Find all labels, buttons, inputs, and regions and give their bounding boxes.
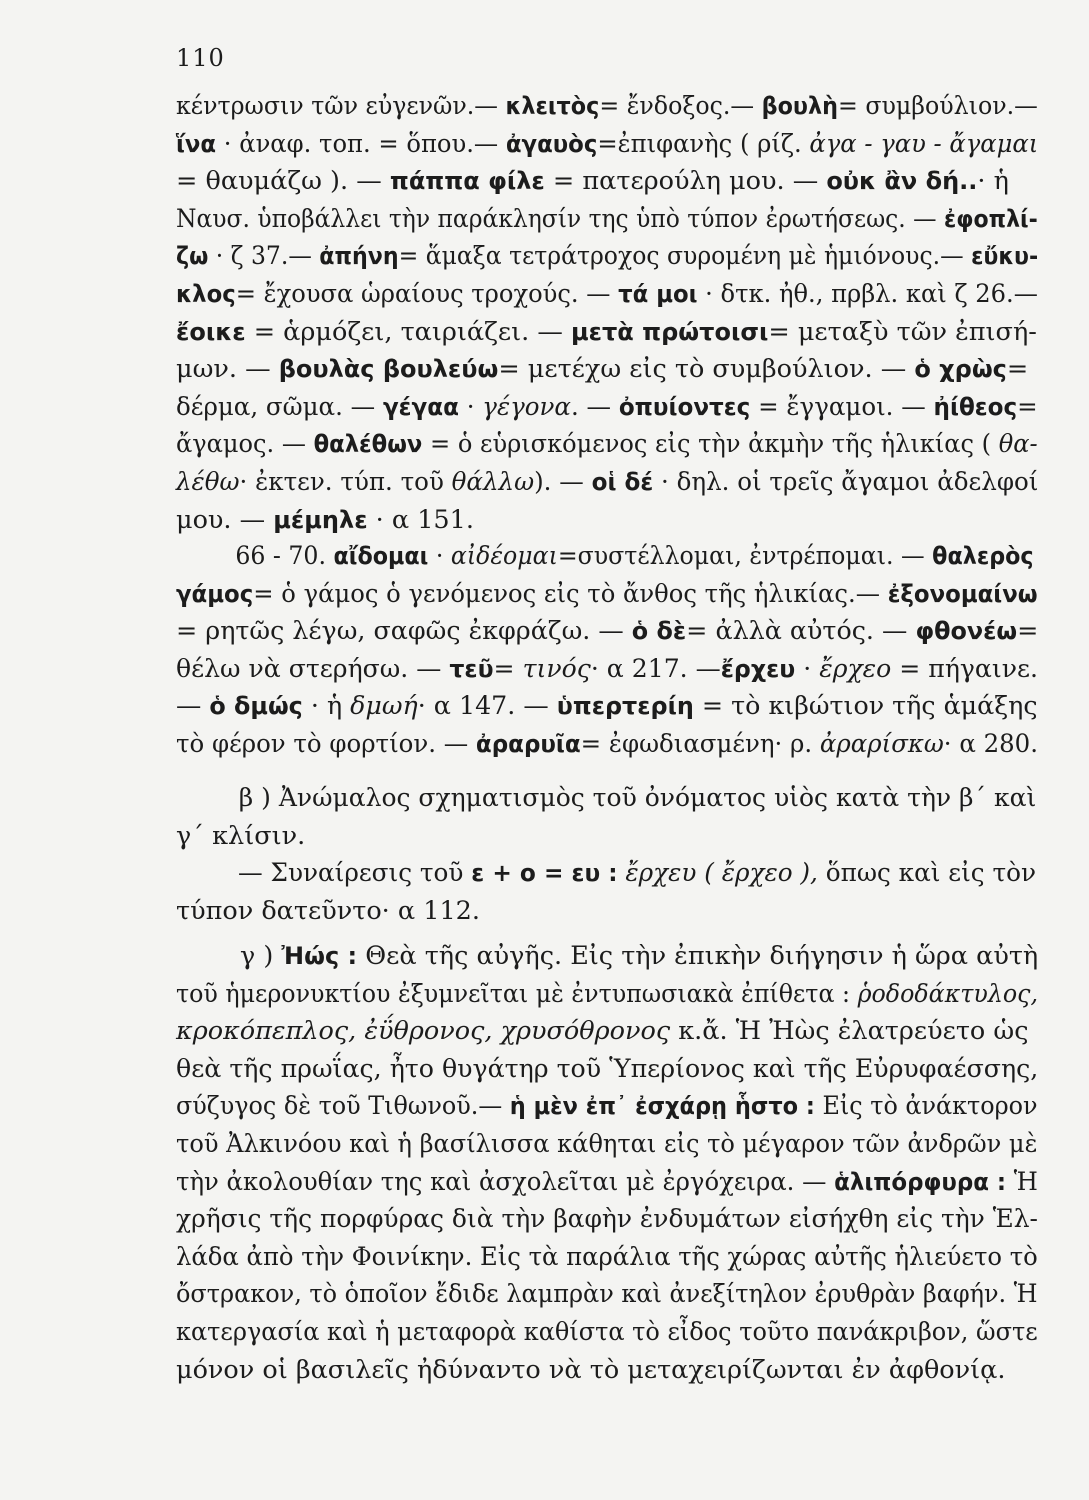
text-run: =ἐπιφανὴς ( ρίζ. bbox=[597, 128, 810, 159]
headword: ζω bbox=[176, 242, 209, 271]
text-run: ὅπως καὶ εἰς τὸν bbox=[817, 858, 1036, 889]
italic-text: ῥοδοδάκτυλος, bbox=[857, 978, 1039, 1009]
text-line bbox=[176, 1201, 1038, 1239]
text-run: · δτκ. ἠθ., πρβλ. καὶ ζ 26.— bbox=[697, 278, 1038, 309]
text-line bbox=[176, 780, 1037, 818]
text-run: = μετέχω εἰς τὸ συμβούλιον. — bbox=[498, 354, 915, 385]
text-run: τὸ φέρον τὸ φορτίον. — bbox=[176, 728, 476, 759]
text-line bbox=[176, 976, 1039, 1014]
italic-text: λέθω bbox=[176, 466, 240, 497]
paragraph-note-gamma bbox=[176, 938, 1038, 1389]
text-run: · bbox=[428, 541, 451, 571]
text-run: τύπον δατεῦντο· α 112. bbox=[176, 895, 480, 926]
text-run: = συμβούλιον.— bbox=[837, 91, 1038, 121]
headword: γέγαα bbox=[382, 392, 459, 421]
headword: ἔρχευ bbox=[720, 654, 796, 683]
headword: ἔοικε bbox=[176, 317, 246, 346]
text-line bbox=[176, 1276, 1038, 1314]
text-run: = bbox=[1006, 354, 1029, 385]
text-line bbox=[176, 651, 1038, 689]
text-run: = ὁ εὑρισκόμενος εἰς τὴν ἀκμὴν τῆς ἡλικίας ( bbox=[422, 429, 999, 460]
paragraph-glossary-1 bbox=[176, 88, 1038, 539]
text-run: Ναυσ. ὑποβάλλει τὴν παράκλησίν της ὑπὸ τύπον ἐρωτήσεως. — bbox=[176, 203, 945, 234]
text-run: μων. — bbox=[176, 354, 279, 385]
text-run: = ἔγγαμοι. — bbox=[750, 391, 934, 422]
text-line bbox=[176, 1164, 1038, 1202]
text-line bbox=[176, 1013, 1038, 1051]
italic-text: ἔρχευ ( ἔρχεο ), bbox=[625, 858, 818, 889]
text-run: θεὰ τῆς πρωΐας, ἦτο θυγάτηρ τοῦ Ὑπερίονος καὶ τῆς Εὐρυφαέσσης, bbox=[176, 1053, 1039, 1084]
headword: ἀπήνη bbox=[319, 242, 399, 271]
headword: εὔκυ- bbox=[971, 242, 1039, 271]
text-line bbox=[176, 238, 1039, 276]
italic-text: ἀραρίσκω bbox=[819, 728, 944, 759]
text-line bbox=[176, 818, 1038, 856]
text-run: = bbox=[1017, 391, 1038, 422]
headword: ἐφοπλί- bbox=[944, 204, 1038, 233]
text-run: δέρμα, σῶμα. — bbox=[176, 391, 383, 422]
italic-text: ἔρχεο bbox=[819, 653, 892, 684]
headword: ἵνα bbox=[176, 129, 217, 158]
italic-text: γέγονα bbox=[482, 391, 571, 422]
headword: οἱ δέ bbox=[591, 467, 654, 496]
text-run: = ἔχουσα ὡραίους τροχούς. — bbox=[235, 278, 619, 309]
text-run: τὴν ἀκολουθίαν της καὶ ἀσχολεῖται μὲ ἐργόχειρα. — bbox=[176, 1166, 835, 1197]
headword: ἠίθεος bbox=[933, 392, 1018, 421]
headword: ὁ δὲ bbox=[631, 617, 687, 646]
headword: βουλὴ bbox=[761, 92, 838, 120]
text-run: σύζυγος δὲ τοῦ Τιθωνοῦ.— bbox=[176, 1091, 510, 1122]
text-run: = ἁρμόζει, ταιριάζει. — bbox=[245, 316, 571, 347]
text-run: =συστέλλομαι, ἐντρέπομαι. — bbox=[557, 541, 933, 571]
headword: θαλέθων bbox=[313, 430, 423, 459]
text-run: κατεργασία καὶ ἡ μεταφορὰ καθίστα τὸ εἶδος τοῦτο πανάκριβον, ὥστε bbox=[176, 1316, 1038, 1347]
text-run: · ἐκτεν. τύπ. τοῦ bbox=[239, 466, 452, 497]
text-line bbox=[176, 938, 1038, 976]
headword: ὁ χρὼς bbox=[914, 355, 1007, 384]
text-run: χρῆσις τῆς πορφύρας διὰ τὴν βαφὴν ἐνδυμάτων εἰσήχθη εἰς τὴν Ἑλ- bbox=[176, 1204, 1038, 1235]
italic-text: ἀγα - γαυ - ἄγαμαι bbox=[809, 128, 1039, 159]
text-line bbox=[176, 1239, 1038, 1277]
headword: φθονέω bbox=[915, 617, 1018, 646]
text-run: τοῦ Ἀλκινόου καὶ ἡ βασίλισσα κάθηται εἰς τὸ μέγαρον τῶν ἀνδρῶν μὲ bbox=[176, 1128, 1038, 1159]
text-line bbox=[176, 1352, 1038, 1390]
text-line bbox=[176, 351, 1038, 389]
text-line bbox=[176, 389, 1038, 427]
text-line bbox=[176, 464, 1039, 502]
text-run: 66 - 70. bbox=[235, 541, 334, 571]
text-run: = bbox=[493, 653, 523, 684]
headword: θαλερὸς bbox=[932, 542, 1034, 570]
headword: ἁλιπόρφυρα : bbox=[834, 1167, 1007, 1196]
text-run: · α 280. bbox=[943, 728, 1038, 759]
text-line bbox=[176, 726, 1038, 764]
text-run: · ζ 37.— bbox=[208, 241, 320, 272]
text-run: Εἰς τὸ ἀνάκτορον bbox=[814, 1091, 1038, 1122]
text-run: θέλω νὰ στερήσω. — bbox=[176, 653, 450, 684]
text-run: = μεταξὺ τῶν ἐπισή- bbox=[768, 316, 1037, 347]
text-run: · bbox=[458, 391, 483, 422]
headword: τά μοι bbox=[618, 279, 698, 308]
text-run: · α 147. — bbox=[417, 691, 557, 722]
text-run: · ἡ bbox=[977, 166, 1009, 197]
headword: πάππα φίλε bbox=[389, 167, 545, 196]
italic-text: θα- bbox=[998, 429, 1038, 460]
text-run: = θαυμάζω ). — bbox=[176, 166, 390, 197]
italic-text: τινός bbox=[522, 653, 591, 684]
headword: Ἠώς : bbox=[281, 942, 358, 970]
headword: ὑπερτερίη bbox=[556, 692, 694, 721]
text-run: = ἔνδοξος.— bbox=[599, 91, 762, 121]
text-run: = ἅμαξα τετράτροχος συρομένη μὲ ἡμιόνους.— bbox=[398, 241, 972, 272]
italic-text: αἰδέομαι bbox=[450, 541, 558, 571]
headword: ἡ μὲν ἐπ᾽ ἐσχάρῃ ἧστο : bbox=[509, 1092, 815, 1121]
text-run: γ ) bbox=[240, 941, 282, 971]
text-run: — bbox=[176, 691, 210, 722]
text-run: · α 217. — bbox=[590, 653, 721, 684]
text-run: λάδα ἀπὸ τὴν Φοινίκην. Εἰς τὰ παράλια τῆς χώρας αὐτῆς ἡλιεύετο τὸ bbox=[176, 1241, 1038, 1272]
italic-text: δμωή bbox=[350, 691, 418, 722]
text-line bbox=[176, 201, 1038, 239]
headword: ἀγαυὸς bbox=[505, 129, 598, 158]
page-number: 110 bbox=[176, 44, 225, 72]
headword: κλος bbox=[176, 279, 236, 308]
text-run: = ἀλλὰ αὐτός. — bbox=[686, 616, 916, 647]
headword: ἐξονομαίνω bbox=[887, 579, 1038, 608]
text-run: μόνον οἱ βασιλεῖς ἠδύναντο νὰ τὸ μεταχειρίζωνται ἐν ἀφθονίᾳ. bbox=[176, 1354, 1006, 1385]
text-line bbox=[176, 426, 1038, 464]
text-run: ἄγαμος. — bbox=[176, 429, 314, 460]
text-line bbox=[176, 314, 1038, 352]
paragraph-glossary-66-70 bbox=[176, 538, 1038, 764]
text-run: — Συναίρεσις τοῦ bbox=[237, 858, 472, 889]
paragraph-note-beta bbox=[176, 780, 1038, 930]
text-run: = πήγαινε. bbox=[891, 653, 1038, 684]
text-run: = ὁ γάμος ὁ γενόμενος εἰς τὸ ἄνθος τῆς ἡλικίας.— bbox=[253, 578, 888, 609]
text-line bbox=[176, 1088, 1038, 1126]
text-line bbox=[176, 1126, 1038, 1164]
text-line bbox=[176, 1314, 1038, 1352]
headword: μετὰ πρώτοισι bbox=[570, 317, 769, 346]
headword: ε + ο = ευ : bbox=[471, 859, 618, 888]
text-run: κέντρωσιν τῶν εὐγενῶν.— bbox=[176, 91, 506, 121]
text-run: · δηλ. οἱ τρεῖς ἄγαμοι ἀδελφοί bbox=[653, 466, 1039, 497]
text-run: τοῦ ἡμερονυκτίου ἐξυμνεῖται μὲ ἐντυπωσιακὰ ἐπίθετα : bbox=[176, 978, 858, 1009]
text-line bbox=[176, 538, 1034, 576]
text-run: · ἡ bbox=[302, 691, 351, 722]
text-line bbox=[176, 502, 1038, 540]
text-line bbox=[176, 576, 1038, 614]
text-line bbox=[176, 88, 1038, 126]
text-run: μου. — bbox=[176, 504, 274, 535]
text-line bbox=[176, 126, 1039, 164]
text-run: β ) Ἀνώμαλος σχηματισμὸς τοῦ ὀνόματος υἱὸς κατὰ τὴν β΄ καὶ bbox=[238, 783, 1037, 813]
text-run: · bbox=[795, 653, 820, 684]
text-run: ὄστρακον, τὸ ὁποῖον ἔδιδε λαμπρὰν καὶ ἀνεξίτηλον ἐρυθρὰν βαφήν. Ἡ bbox=[176, 1279, 1038, 1310]
italic-text: κροκόπεπλος, ἐΰθρονος, χρυσόθρονος bbox=[176, 1016, 671, 1047]
text-line bbox=[176, 893, 1038, 931]
text-line bbox=[176, 855, 1036, 893]
headword: ὁ δμώς bbox=[209, 692, 303, 721]
headword: μέμηλε bbox=[273, 505, 368, 534]
text-line bbox=[176, 276, 1038, 314]
text-run: Θεὰ τῆς αὐγῆς. Εἰς τὴν ἐπικὴν διήγησιν ἡ ὥρα αὐτὴ bbox=[357, 941, 1039, 971]
text-line bbox=[176, 688, 1038, 726]
headword: γάμος bbox=[176, 579, 254, 608]
headword: βουλὰς βουλεύω bbox=[278, 355, 499, 384]
headword: οὐκ ἂν δή.. bbox=[826, 167, 978, 196]
text-run: · α 151. bbox=[367, 504, 474, 535]
text-run: = τὸ κιβώτιον τῆς ἁμάξης bbox=[693, 691, 1038, 722]
text-run bbox=[618, 858, 626, 888]
text-run: = bbox=[1017, 616, 1039, 647]
headword: τεῦ bbox=[449, 654, 494, 683]
headword: κλειτὸς bbox=[505, 92, 600, 120]
text-run: ). — bbox=[534, 466, 592, 497]
text-line bbox=[176, 613, 1039, 651]
text-run: . — bbox=[570, 391, 619, 422]
text-run: · ἀναφ. τοπ. = ὅπου.— bbox=[216, 128, 506, 159]
text-run: = ρητῶς λέγω, σαφῶς ἐκφράζω. — bbox=[176, 616, 632, 647]
headword: ὀπυίοντες bbox=[618, 392, 751, 421]
text-run: γ΄ κλίσιν. bbox=[176, 820, 306, 851]
text-line bbox=[176, 1051, 1039, 1089]
italic-text: θάλλω bbox=[451, 466, 535, 497]
text-run: Ἡ bbox=[1006, 1166, 1038, 1197]
text-run: = πατερούλη μου. — bbox=[544, 166, 827, 197]
text-line bbox=[176, 163, 1038, 201]
text-run: κ.ἄ. Ἡ Ἠὼς ἐλατρεύετο ὡς bbox=[670, 1016, 1029, 1047]
headword: αἴδομαι bbox=[333, 542, 429, 570]
text-run: = ἐφωδιασμένη· ρ. bbox=[580, 728, 820, 759]
headword: ἀραρυῖα bbox=[475, 729, 581, 758]
